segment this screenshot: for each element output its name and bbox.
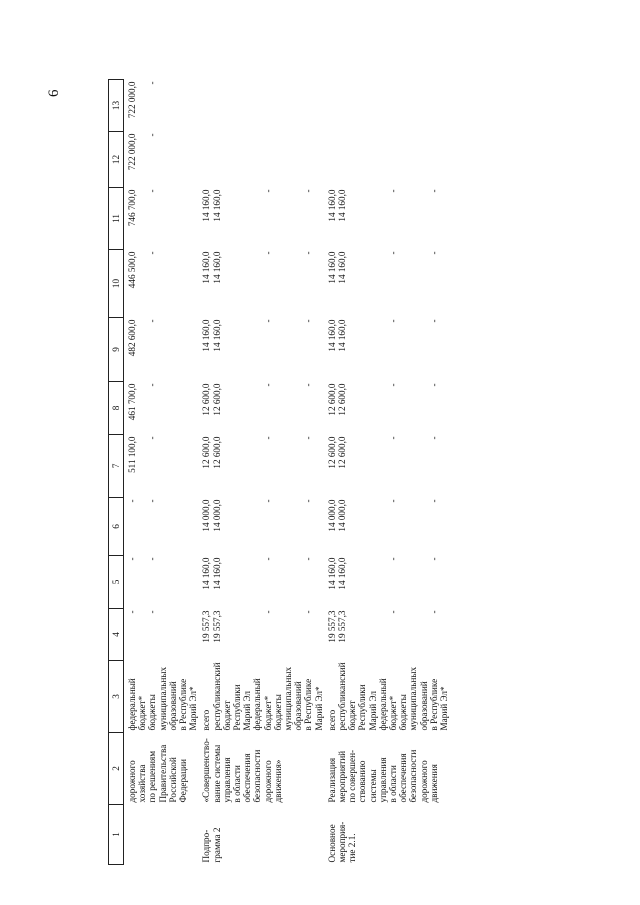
value-cell-col-10 (324, 249, 449, 317)
value-text: 14 000,0 (211, 499, 222, 532)
value-text (337, 81, 347, 129)
value-cell-col-7 (324, 434, 449, 497)
text-line: по решениям (147, 750, 158, 803)
text-line: системы (367, 769, 378, 803)
value-text: - (428, 189, 439, 193)
value-text: - (303, 436, 314, 440)
value-text: 14 160,0 (211, 189, 222, 222)
value-text: 14 160,0 (211, 319, 222, 352)
column-header-7: 7 (109, 434, 124, 497)
value-text: - (428, 251, 439, 255)
column-header-11: 11 (109, 187, 124, 249)
program-type-cell (198, 805, 323, 865)
funding-source-cell (124, 660, 199, 732)
column-header-9: 9 (109, 317, 124, 381)
value-text (327, 133, 337, 185)
funding-source-cell (324, 660, 449, 732)
value-text: 482 600,0 (127, 319, 137, 357)
funding-source-cell (198, 660, 323, 732)
table-row (124, 79, 199, 864)
text-line: Марий Эл (242, 691, 253, 731)
value-text: - (147, 81, 158, 85)
text-line: управления (221, 757, 232, 803)
column-header-1: 1 (109, 805, 124, 865)
value-text: 722 000,0 (127, 133, 137, 171)
value-text: - (147, 557, 158, 561)
value-text: 12 600,0 (337, 383, 348, 416)
text-line: бюджет* (262, 695, 273, 731)
value-text: - (428, 499, 439, 503)
value-cell-col-5 (324, 555, 449, 608)
value-text: - (388, 499, 399, 503)
value-text: - (262, 436, 273, 440)
text-line: Марий Эл (367, 691, 378, 731)
value-text (429, 133, 439, 185)
text-line: бюджет* (388, 695, 399, 731)
value-text: - (147, 251, 158, 255)
text-line: республиканский (337, 662, 348, 731)
text-line: бюджеты (272, 694, 283, 731)
column-header-12: 12 (109, 131, 124, 187)
value-text: - (147, 610, 158, 614)
program-name-cell (324, 733, 449, 805)
value-text: 14 160,0 (201, 189, 212, 222)
value-text (201, 133, 211, 185)
text-line: муниципальных (157, 666, 168, 731)
value-cell-col-9 (324, 317, 449, 381)
value-text: - (262, 189, 273, 193)
value-text: - (303, 319, 314, 323)
text-line: хозяйства (137, 764, 148, 803)
value-text: 14 160,0 (326, 189, 337, 222)
text-line: движения (428, 764, 439, 803)
budget-table (108, 79, 449, 865)
value-text: 14 160,0 (337, 319, 348, 352)
text-line: бюджеты (398, 694, 409, 731)
value-cell-col-5 (124, 555, 199, 608)
value-cell-col-6 (124, 497, 199, 555)
value-text: 14 160,0 (211, 251, 222, 284)
text-line: федеральный (127, 678, 137, 731)
value-cell-col-11 (324, 187, 449, 249)
value-text: - (147, 189, 158, 193)
value-text: 12 600,0 (211, 436, 222, 469)
value-text (212, 133, 222, 185)
value-text: - (388, 557, 399, 561)
value-text: 14 000,0 (337, 499, 348, 532)
value-text: 14 160,0 (211, 557, 222, 590)
value-text: - (262, 610, 273, 614)
value-text: 12 600,0 (211, 383, 222, 416)
column-header-2: 2 (109, 733, 124, 805)
text-line: мероприя- (337, 821, 348, 863)
text-line: Марий Эл* (188, 686, 199, 731)
value-text: 722 000,0 (127, 81, 137, 119)
value-text: - (147, 133, 158, 137)
program-type-cell (124, 805, 199, 865)
value-text: - (262, 319, 273, 323)
value-text: - (303, 251, 314, 255)
text-line: дорожного (262, 760, 273, 803)
value-text: 14 160,0 (337, 189, 348, 222)
program-name-cell (124, 733, 199, 805)
text-line: обеспечения (398, 753, 409, 803)
text-line: обеспечения (242, 753, 253, 803)
table-body (124, 79, 450, 864)
text-line: Подпро- (201, 829, 212, 863)
value-text: - (428, 383, 439, 387)
text-line: в Республике (428, 678, 439, 731)
value-text: 14 160,0 (326, 557, 337, 590)
value-text: 461 700,0 (127, 383, 137, 421)
value-text: 19 557,3 (201, 610, 212, 643)
value-text: - (303, 189, 314, 193)
text-line: «Совершенство- (201, 738, 212, 803)
text-line: образований (293, 681, 304, 731)
text-line: грамма 2 (211, 827, 222, 863)
value-text: - (147, 499, 158, 503)
program-type-cell (324, 805, 449, 865)
value-cell-col-13 (124, 79, 199, 131)
value-text: 12 600,0 (201, 436, 212, 469)
text-line: в Республике (303, 678, 314, 731)
value-text: - (262, 557, 273, 561)
value-text (303, 81, 313, 129)
value-cell-col-11 (198, 187, 323, 249)
column-header-5: 5 (109, 555, 124, 608)
value-cell-col-8 (198, 381, 323, 434)
text-line: Правительства (157, 744, 168, 803)
header-row (109, 79, 124, 864)
text-line: всего (201, 709, 212, 731)
value-text: 14 000,0 (201, 499, 212, 532)
value-cell-col-7 (124, 434, 199, 497)
text-line: бюджет (221, 700, 232, 731)
value-text: 14 160,0 (337, 251, 348, 284)
text-line: в области (232, 765, 243, 803)
text-line: безопасности (252, 749, 263, 803)
value-cell-col-13 (324, 79, 449, 131)
value-text (212, 81, 222, 129)
value-text: 14 160,0 (201, 251, 212, 284)
text-line: федеральный (252, 678, 263, 731)
text-line: Республики (357, 684, 368, 731)
value-text: 14 160,0 (326, 319, 337, 352)
text-line: по совершен- (347, 749, 358, 803)
value-text (388, 81, 398, 129)
value-text: - (303, 383, 314, 387)
value-text: 14 160,0 (201, 557, 212, 590)
value-text: - (303, 557, 314, 561)
text-line: бюджеты (147, 694, 158, 731)
value-text: - (262, 383, 273, 387)
text-line: бюджет (347, 700, 358, 731)
value-cell-col-4 (324, 608, 449, 660)
value-cell-col-12 (324, 131, 449, 187)
value-text: 14 160,0 (326, 251, 337, 284)
value-text: - (147, 436, 158, 440)
column-header-4: 4 (109, 608, 124, 660)
value-text (337, 133, 347, 185)
text-line: Марий Эл* (313, 686, 324, 731)
value-text (388, 133, 398, 185)
table-row (198, 79, 323, 864)
value-text: - (388, 436, 399, 440)
value-text: - (428, 557, 439, 561)
value-text: - (388, 189, 399, 193)
value-cell-col-4 (198, 608, 323, 660)
text-line: Марий Эл* (439, 686, 450, 731)
text-line: Республики (232, 684, 243, 731)
value-cell-col-8 (324, 381, 449, 434)
text-line: движения» (272, 759, 283, 803)
text-line: муниципальных (283, 666, 294, 731)
text-line: Реализация (326, 757, 337, 803)
column-header-13: 13 (109, 79, 124, 131)
value-text: - (388, 610, 399, 614)
value-text (429, 81, 439, 129)
value-text (303, 133, 313, 185)
text-line: всего (326, 709, 337, 731)
program-name-cell (198, 733, 323, 805)
value-cell-col-13 (198, 79, 323, 131)
value-text: - (127, 610, 137, 614)
text-line: образований (418, 681, 429, 731)
value-cell-col-7 (198, 434, 323, 497)
value-text: 746 700,0 (127, 189, 137, 227)
text-line: республиканский (211, 662, 222, 731)
value-text (263, 133, 273, 185)
column-header-3: 3 (109, 660, 124, 732)
text-line: тие 2.1. (347, 833, 358, 863)
text-line: бюджет* (137, 695, 148, 731)
text-line: Российской (167, 757, 178, 803)
text-line: вание системы (211, 744, 222, 803)
column-header-10: 10 (109, 249, 124, 317)
value-text: 12 600,0 (201, 383, 212, 416)
value-text: 14 160,0 (337, 557, 348, 590)
value-cell-col-4 (124, 608, 199, 660)
text-line: в области (388, 765, 399, 803)
value-text (201, 81, 211, 129)
value-text (263, 81, 273, 129)
text-line: Федерации (178, 759, 189, 803)
value-text: 14 000,0 (326, 499, 337, 532)
value-text: - (303, 499, 314, 503)
text-line: безопасности (408, 749, 419, 803)
value-text: 446 500,0 (127, 251, 137, 289)
value-text: - (428, 319, 439, 323)
text-line: дорожного (418, 760, 429, 803)
value-text: - (303, 610, 314, 614)
value-cell-col-12 (198, 131, 323, 187)
value-text: - (127, 557, 137, 561)
value-text: - (388, 383, 399, 387)
value-text: 19 557,3 (326, 610, 337, 643)
value-cell-col-5 (198, 555, 323, 608)
text-line: ствованию (357, 760, 368, 803)
value-text: 19 557,3 (337, 610, 348, 643)
value-cell-col-6 (324, 497, 449, 555)
value-text: - (428, 610, 439, 614)
value-cell-col-9 (198, 317, 323, 381)
value-text: 12 600,0 (337, 436, 348, 469)
page-number: 6 (46, 89, 62, 97)
value-cell-col-6 (198, 497, 323, 555)
value-cell-col-10 (124, 249, 199, 317)
text-line: Основное (326, 824, 337, 863)
value-text: 14 160,0 (201, 319, 212, 352)
text-line: дорожного (127, 760, 137, 803)
value-text: - (262, 499, 273, 503)
value-text: - (388, 319, 399, 323)
value-text: - (147, 383, 158, 387)
value-text: 511 100,0 (127, 436, 137, 473)
value-cell-col-12 (124, 131, 199, 187)
text-line: муниципальных (408, 666, 419, 731)
value-cell-col-10 (198, 249, 323, 317)
value-text: - (127, 499, 137, 503)
value-cell-col-8 (124, 381, 199, 434)
value-text: 12 600,0 (326, 383, 337, 416)
value-cell-col-11 (124, 187, 199, 249)
text-line: управления (377, 757, 388, 803)
value-text (327, 81, 337, 129)
text-line: мероприятий (337, 750, 348, 803)
column-header-6: 6 (109, 497, 124, 555)
text-line: образований (167, 681, 178, 731)
value-text: 19 557,3 (211, 610, 222, 643)
value-text: - (388, 251, 399, 255)
text-line: в Республике (178, 678, 189, 731)
value-text: - (262, 251, 273, 255)
value-text: - (147, 319, 158, 323)
value-cell-col-9 (124, 317, 199, 381)
column-header-8: 8 (109, 381, 124, 434)
text-line: федеральный (377, 678, 388, 731)
value-text: - (428, 436, 439, 440)
table-row (324, 79, 449, 864)
value-text: 12 600,0 (326, 436, 337, 469)
